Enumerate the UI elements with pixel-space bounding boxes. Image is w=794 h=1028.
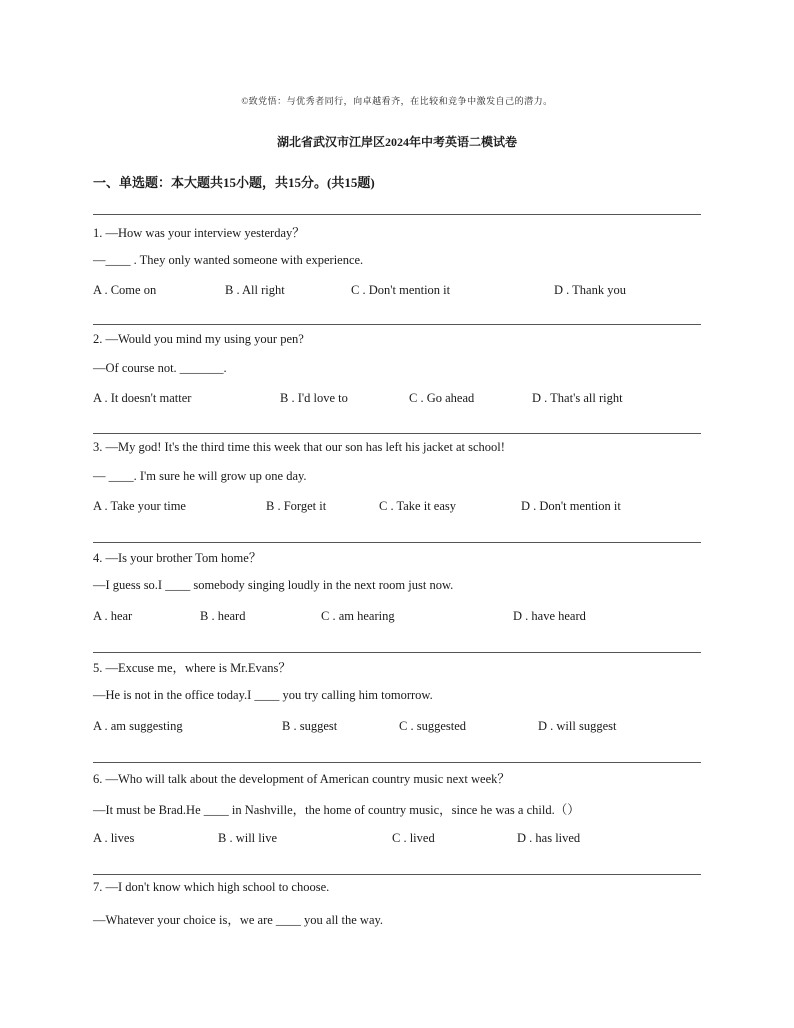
question-6 <box>93 762 701 845</box>
option-a[interactable]: A . Come on <box>93 283 157 297</box>
question-3 <box>93 433 701 513</box>
header-motto: ©致党悟：与优秀者同行，向卓越看齐，在比较和竞争中激发自己的潜力。 <box>241 96 553 106</box>
question-4 <box>93 542 701 623</box>
question-1 <box>93 214 701 297</box>
option-d[interactable]: D . That's all right <box>532 391 623 405</box>
divider <box>93 762 701 763</box>
option-b[interactable]: B . suggest <box>282 719 338 733</box>
question-stem: 5. —Excuse me，where is Mr.Evans？ <box>93 661 291 675</box>
divider <box>93 433 701 434</box>
option-c[interactable]: C . Go ahead <box>409 391 475 405</box>
question-stem: 1. —How was your interview yesterday？ <box>93 226 305 240</box>
option-b[interactable]: B . All right <box>225 283 285 297</box>
question-line: —He is not in the office today.I ____ you try calling him tomorrow. <box>93 688 433 702</box>
question-line: —Whatever your choice is，we are ____ you all the way. <box>93 913 384 927</box>
question-line: —I guess so.I ____ somebody singing loudly in the next room just now. <box>93 578 454 592</box>
question-line: — ____. I'm sure he will grow up one day. <box>93 469 307 483</box>
option-c[interactable]: C . suggested <box>399 719 467 733</box>
option-d[interactable]: D . have heard <box>513 609 586 623</box>
option-a[interactable]: A . lives <box>93 831 135 845</box>
question-stem: 3. —My god! It's the third time this week that our son has left his jacket at school! <box>93 440 505 454</box>
option-c[interactable]: C . Take it easy <box>379 499 457 513</box>
question-stem: 7. —I don't know which high school to choose. <box>93 880 330 894</box>
question-line: —____ . They only wanted someone with experience. <box>93 253 364 267</box>
option-b[interactable]: B . I'd love to <box>280 391 348 405</box>
option-a[interactable]: A . hear <box>93 609 133 623</box>
section-heading: 一、单选题：本大题共15小题，共15分。(共15题) <box>93 175 375 190</box>
option-c[interactable]: C . Don't mention it <box>351 283 451 297</box>
option-d[interactable]: D . Don't mention it <box>521 499 621 513</box>
question-5 <box>93 652 701 733</box>
option-d[interactable]: D . will suggest <box>538 719 617 733</box>
question-2 <box>93 324 701 405</box>
question-line: —Of course not. _______. <box>93 361 227 375</box>
option-a[interactable]: A . It doesn't matter <box>93 391 192 405</box>
option-b[interactable]: B . Forget it <box>266 499 327 513</box>
option-a[interactable]: A . Take your time <box>93 499 186 513</box>
divider <box>93 214 701 215</box>
option-a[interactable]: A . am suggesting <box>93 719 183 733</box>
divider <box>93 874 701 875</box>
divider <box>93 324 701 325</box>
divider <box>93 652 701 653</box>
question-line: —It must be Brad.He ____ in Nashville，the home of country music，since he was a child.（） <box>93 803 580 817</box>
option-b[interactable]: B . will live <box>218 831 278 845</box>
option-c[interactable]: C . lived <box>392 831 435 845</box>
question-7 <box>93 874 701 927</box>
question-stem: 4. —Is your brother Tom home？ <box>93 551 262 565</box>
option-c[interactable]: C . am hearing <box>321 609 395 623</box>
option-d[interactable]: D . Thank you <box>554 283 626 297</box>
option-b[interactable]: B . heard <box>200 609 246 623</box>
exam-title: 湖北省武汉市江岸区2024年中考英语二模试卷 <box>276 135 517 149</box>
question-stem: 6. —Who will talk about the development of American country music next week？ <box>93 772 510 786</box>
question-stem: 2. —Would you mind my using your pen? <box>93 332 304 346</box>
option-d[interactable]: D . has lived <box>517 831 581 845</box>
divider <box>93 542 701 543</box>
